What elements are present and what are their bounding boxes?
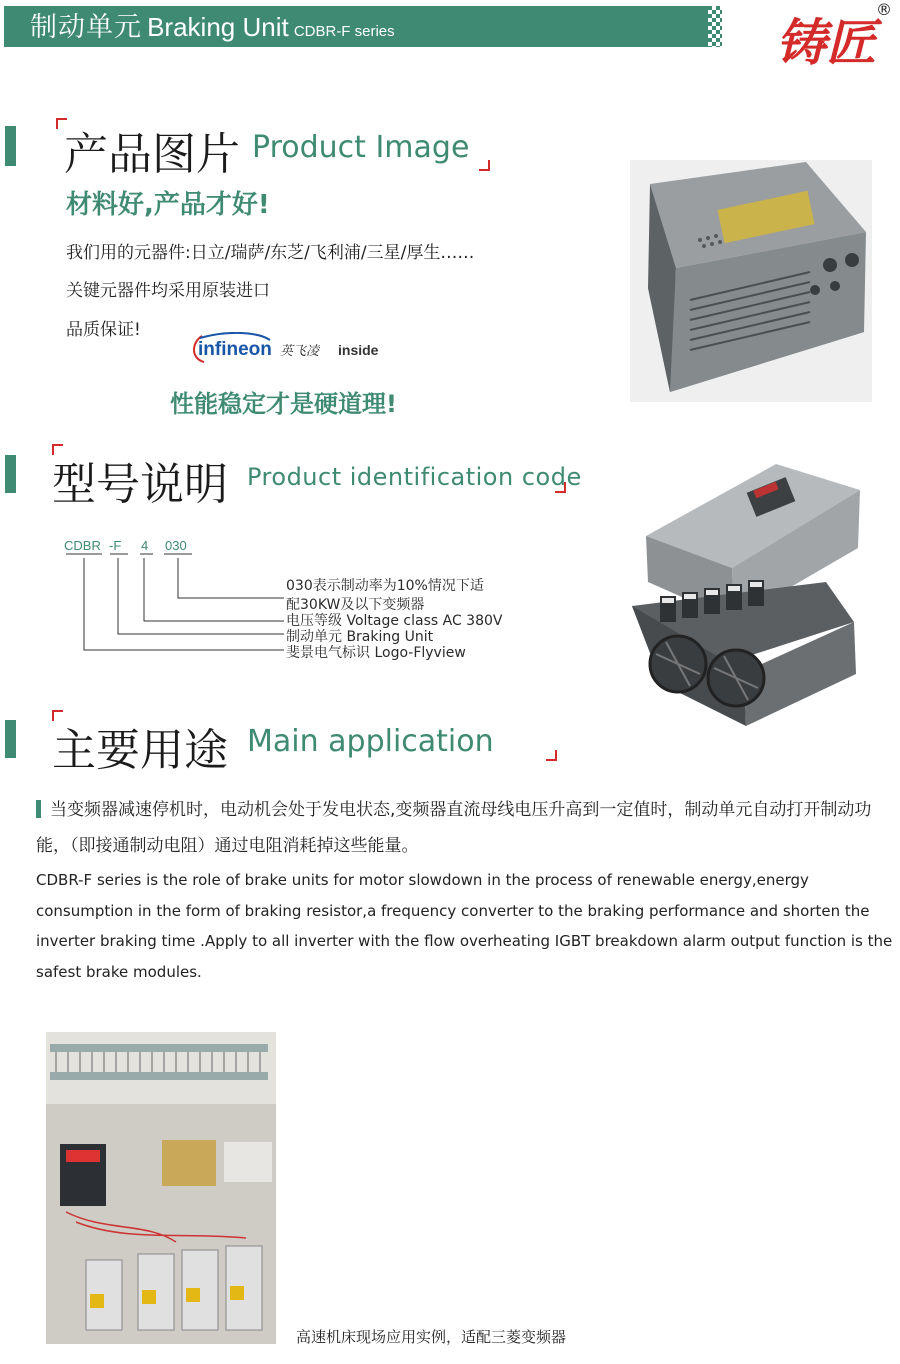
brand-logo-text: 铸匠 xyxy=(776,13,876,72)
product-photo-compact xyxy=(630,160,872,402)
code-desc-type: 制动单元 Braking Unit xyxy=(286,629,434,645)
corner-mark xyxy=(555,482,566,493)
section-title-cn: 产品图片 xyxy=(64,129,240,180)
import-line: 关键元器件均采用原装进口 xyxy=(66,281,270,301)
registered-mark: ® xyxy=(876,0,892,19)
code-part-power: 030 xyxy=(165,538,187,553)
infineon-wordmark: infineon xyxy=(198,339,272,360)
application-site-photo xyxy=(46,1032,276,1344)
photo-caption: 高速机床现场应用实例，适配三菱变频器 xyxy=(296,1328,567,1346)
header-title-cn: 制动单元 xyxy=(30,12,142,43)
header-title-en: Braking Unit xyxy=(147,12,289,42)
code-part-voltage: 4 xyxy=(141,538,149,553)
infineon-logo xyxy=(188,332,398,366)
corner-mark xyxy=(479,160,490,171)
code-desc-logo: 斐景电气标识 Logo-Flyview xyxy=(286,645,466,661)
code-desc-power-1: 030表示制动率为10%情况下适 xyxy=(286,578,484,594)
section-title-en: Product identification code xyxy=(247,463,582,491)
code-desc-voltage: 电压等级 Voltage class AC 380V xyxy=(286,613,503,629)
section-title-cn: 型号说明 xyxy=(52,459,228,510)
header-series: CDBR-F series xyxy=(293,23,395,40)
header-title xyxy=(30,8,395,51)
section-title-en: Main application xyxy=(247,724,494,759)
section-title-cn: 主要用途 xyxy=(52,725,228,776)
application-paragraph-cn: 当变频器减速停机时，电动机会处于发电状态,变频器直流母线电压升高到一定值时，制动单元自动打开制动功能，（即接通制动电阻）通过电阻消耗掉这些能量。 xyxy=(36,800,872,856)
components-line: 我们用的元器件:日立/瑞萨/东芝/飞利浦/三星/厚生…… xyxy=(66,243,475,263)
corner-mark xyxy=(546,750,557,761)
code-desc-power-2: 配30KW及以下变频器 xyxy=(286,597,425,613)
section-bar xyxy=(5,455,16,493)
header-checker-pattern xyxy=(704,6,722,47)
slogan: 材料好,产品才好! xyxy=(66,190,270,220)
inside-text: inside xyxy=(338,342,379,358)
section-bar xyxy=(5,720,16,758)
code-connector-lines xyxy=(60,552,290,662)
application-paragraph-en: CDBR-F series is the role of brake units for motor slowdown in the process of renewable energy,energy consumption in the form of braking resistor,a frequency converter to the braking performance and shorten the inverter braking time .Apply to all inverter with the flow overheating IGBT breakdown alarm output function is the safest brake modules. xyxy=(36,871,893,981)
code-part-series: CDBR xyxy=(64,538,101,553)
brand-logo xyxy=(776,6,888,72)
code-part-type: -F xyxy=(109,538,122,553)
product-photo-large xyxy=(626,464,862,734)
quality-line: 品质保证! xyxy=(66,320,141,340)
section-bar xyxy=(5,126,16,166)
section-title-en: Product Image xyxy=(252,130,470,165)
infineon-cn: 英飞凌 xyxy=(280,344,320,359)
tagline: 性能稳定才是硬道理! xyxy=(170,390,397,418)
